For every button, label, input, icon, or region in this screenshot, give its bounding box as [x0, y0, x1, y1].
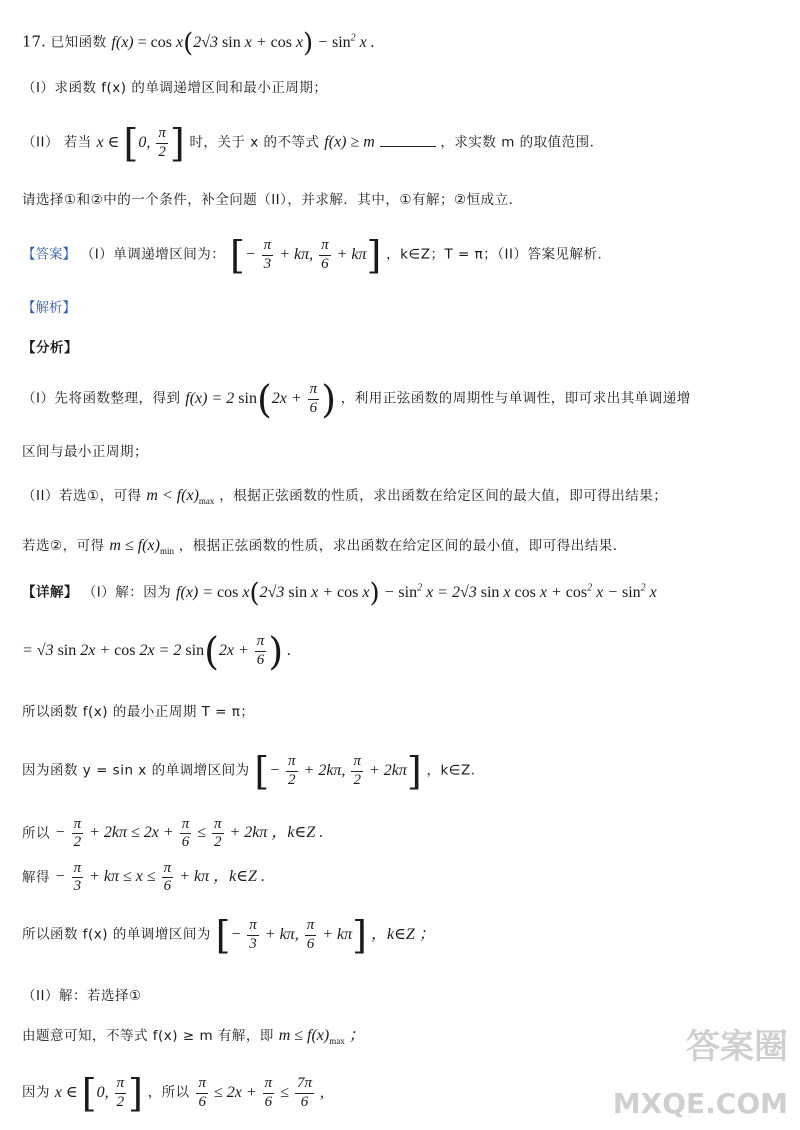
detail-tag: 【详解】 — [22, 584, 78, 601]
choose-condition: 请选择①和②中的一个条件，补全问题（II），并求解．其中，①有解；②恒成立. — [22, 192, 514, 208]
fill-blank — [380, 134, 436, 147]
problem-number: 17. — [22, 32, 46, 51]
watermark-url: MXQE.COM — [612, 1087, 788, 1120]
answer-line: 【答案】 （I）单调递增区间为： [− $\frac{\pi}{3}$ + kπ, $\frac{\pi}{6}$ + kπ] ，k∈Z；T = π；（II）答案见解析. — [22, 233, 603, 277]
part1-question: （I）求函数 f(x) 的单调递增区间和最小正周期； — [22, 80, 328, 96]
part2-question: （II） 若当 x ∈ [0, $\frac{\pi}{2}$ ] 时，关于 x 的不等式 f(x) ≥ m ，求实数 m 的取值范围. — [22, 121, 595, 165]
analysis-p2: （II）若选①，可得 $m < f(x)_{max}$ ，根据正弦函数的性质，求出函数在给定区间的最大值，即可得出结果； — [22, 487, 668, 507]
detail-line-2: = √3 sin 2x + cos 2x = 2 sin(2x + $\frac{\pi}{6}$ ) . — [22, 629, 292, 673]
inequality-line: 所以 − $\frac{\pi}{2}$ + 2kπ ≤ 2x + $\frac{\pi}{6}$ ≤ $\frac{\pi}{2}$ + 2kπ ，k∈Z . — [22, 816, 324, 851]
analysis-p3: 若选②，可得 $m \le f(x)_{min}$ ，根据正弦函数的性质，求出函数在给定区间的最小值，即可得出结果. — [22, 537, 618, 557]
sin-increase-line: 因为函数 y = sin x 的单调增区间为 [− $\frac{\pi}{2}$ + 2kπ, $\frac{\pi}{2}$ + 2kπ] ，k∈Z. — [22, 749, 476, 793]
problem-intro: 已知函数 — [50, 34, 107, 51]
range-line: 因为 x ∈ [0, $\frac{\pi}{2}$ ] ，所以 $\frac{\pi}{6}$ ≤ 2x + $\frac{\pi}{6}$ ≤ $\frac{7\pi}{6}$ , — [22, 1071, 324, 1115]
period-line: 所以函数 f(x) 的最小正周期 T = π； — [22, 704, 255, 720]
watermark-logo: 答案圈 — [686, 1027, 788, 1067]
interval-condition: x ∈ [0, $\frac{\pi}{2}$ ] — [96, 121, 185, 165]
function-definition: f(x) = cos x(2√3 $\sin x + \cos x) - \sin^2 x$ . — [111, 28, 375, 58]
analysis-tag: 【解析】 — [22, 300, 76, 316]
increase-interval-line: 所以函数 f(x) 的单调增区间为 [− $\frac{\pi}{3}$ + kπ, $\frac{\pi}{6}$ + kπ] ，k∈Z ； — [22, 913, 435, 957]
answer-tag: 【答案】 — [22, 246, 76, 263]
condition-line: 由题意可知，不等式 f(x) ≥ m 有解，即 $m \le f(x)_{max}$ ； — [22, 1027, 365, 1047]
part2-solution: （II）解：若选择① — [22, 988, 142, 1004]
detail-line-1: 【详解】 （I）解：因为 f(x) = cos x(2√3 $\sin x + \cos x) - \sin^2 x = 2√3$ sin x $\cos x + \cos^2 x - \sin^2 x$ — [22, 578, 657, 608]
solve-line: 解得 − $\frac{\pi}{3}$ + kπ ≤ x ≤ $\frac{\pi}{6}$ + kπ ，k∈Z . — [22, 860, 265, 895]
analysis-p1: （I）先将函数整理，得到 f(x) = 2 sin(2x + $\frac{\pi}{6}$ ) ，利用正弦函数的周期性与单调性，即可求出其单调递增 — [22, 377, 691, 421]
fenxi-tag: 【分析】 — [22, 340, 78, 356]
analysis-p1-cont: 区间与最小正周期； — [22, 444, 148, 460]
problem-statement — [22, 30, 786, 56]
